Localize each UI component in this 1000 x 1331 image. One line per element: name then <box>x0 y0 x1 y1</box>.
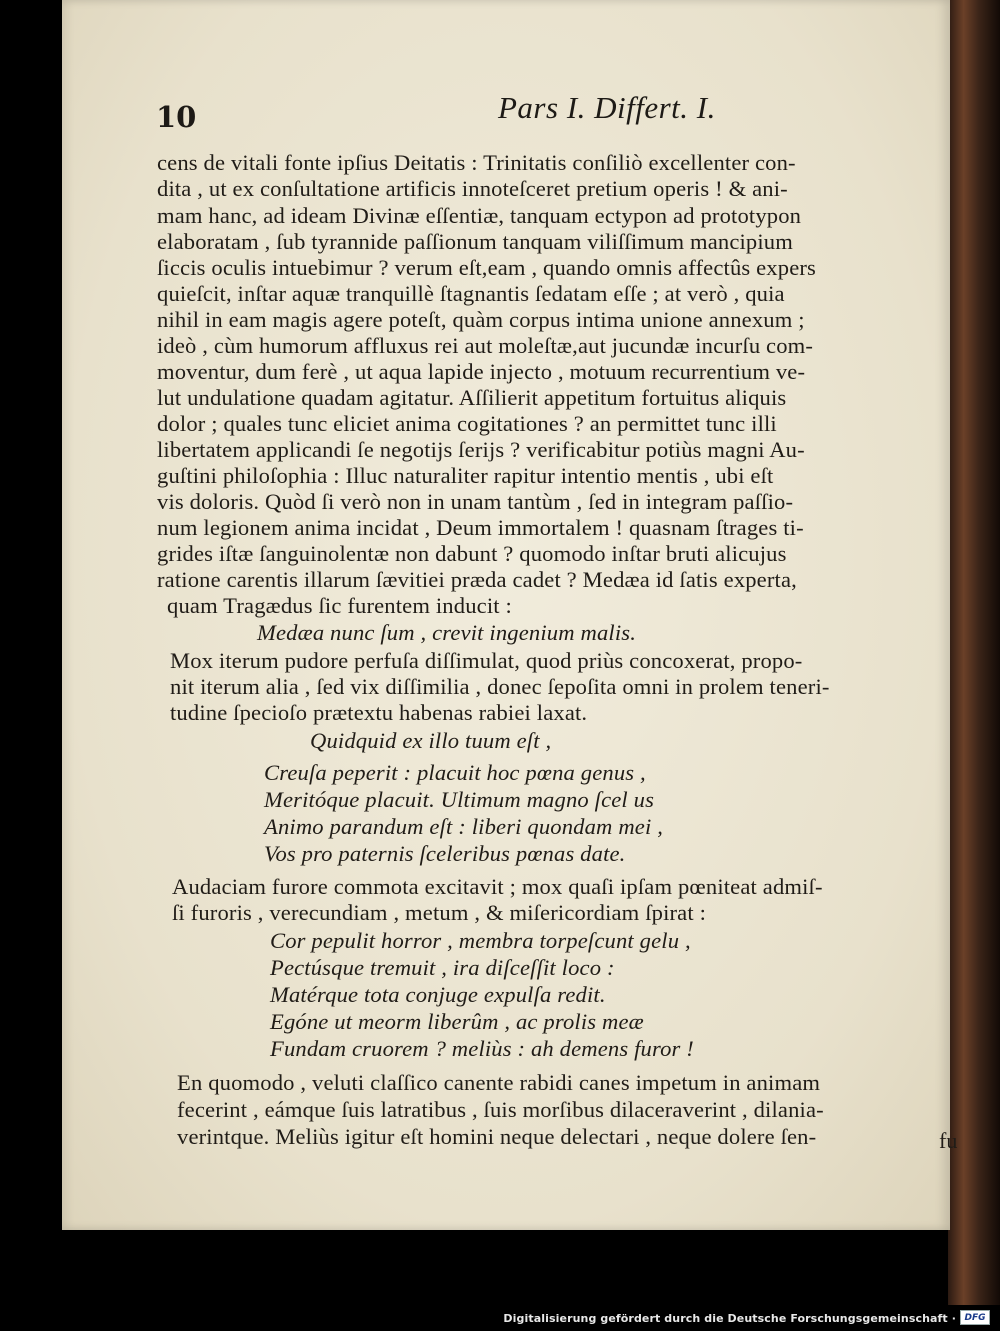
text-line: ſiccis oculis intuebimur ? verum eſt,eam , quando omnis affectûs expers <box>157 255 816 280</box>
funding-credit: Digitalisierung gefördert durch die Deutsche Forschungsgemeinschaft · <box>503 1312 956 1325</box>
text-line: ſi furoris , verecundiam , metum , & miſericordiam ſpirat : <box>172 900 707 925</box>
text-line: dolor ; quales tunc eliciet anima cogitationes ? an permittet tunc illi <box>157 411 777 436</box>
verse-line: Vos pro paternis ſceleribus pœnas date. <box>264 841 626 866</box>
text-line: nit iterum alia , ſed vix diſſimilia , donec ſepoſita omni in prolem teneri- <box>170 674 830 699</box>
text-line: ratione carentis illarum ſævitiei præda cadet ? Medæa id ſatis experta, <box>157 567 797 592</box>
book-spine-edge <box>948 0 1000 1305</box>
verse-line: Animo parandum eſt : liberi quondam mei , <box>264 814 663 839</box>
text-line: Mox iterum pudore perfuſa diſſimulat, quod priùs concoxerat, propo- <box>170 648 803 673</box>
dfg-logo: DFG <box>960 1310 990 1325</box>
text-line: Audaciam furore commota excitavit ; mox quaſi ipſam pœniteat admiſ- <box>172 874 823 899</box>
text-line: dita , ut ex conſultatione artificis innoteſceret pretium operis ! & ani- <box>157 176 788 201</box>
text-line: elaboratam , ſub tyrannide paſſionum tanquam viliſſimum mancipium <box>157 229 793 254</box>
page-number: 10 <box>156 100 197 134</box>
text-line: fecerint , eámque ſuis latratibus , ſuis morſibus dilaceraverint , dilania- <box>177 1097 824 1122</box>
verse-line: Fundam cruorem ? meliùs : ah demens furor ! <box>270 1036 694 1061</box>
text-line: vis doloris. Quòd ſi verò non in unam tantùm , ſed in integram paſſio- <box>157 489 794 514</box>
verse-line: Meritóque placuit. Ultimum magno ſcel us <box>264 787 655 812</box>
text-line: ideò , cùm humorum affluxus rei aut moleſtæ,aut jucundæ incurſu com- <box>157 333 814 358</box>
text-line: quieſcit, inſtar aquæ tranquillè ſtagnantis ſedatam eſſe ; at verò , quia <box>157 281 785 306</box>
text-line: quam Tragædus ſic furentem inducit : <box>167 593 512 618</box>
verse-line: Cor pepulit horror , membra torpeſcunt gelu , <box>270 928 691 953</box>
text-line: verintque. Meliùs igitur eſt homini neque delectari , neque dolere ſen- <box>177 1124 817 1149</box>
running-head: Pars I. Differt. I. <box>498 90 716 125</box>
verse-line: Quidquid ex illo tuum eſt , <box>310 728 552 753</box>
text-line: tudine ſpecioſo prætextu habenas rabiei laxat. <box>170 700 588 725</box>
scanned-page <box>62 0 958 1230</box>
text-line: En quomodo , veluti claſſico canente rabidi canes impetum in animam <box>177 1070 821 1095</box>
verse-line: Medæa nunc ſum , crevit ingenium malis. <box>257 620 636 645</box>
text-line: grides iſtæ ſanguinolentæ non dabunt ? quomodo inſtar bruti alicujus <box>157 541 787 566</box>
text-line: libertatem applicandi ſe negotijs ſerijs ? verificabitur potiùs magni Au- <box>157 437 805 462</box>
text-line: guſtini philoſophia : Illuc naturaliter rapitur intentio mentis , ubi eſt <box>157 463 774 488</box>
text-line: cens de vitali fonte ipſius Deitatis : Trinitatis conſiliò excellenter con- <box>157 150 796 175</box>
text-line: mam hanc, ad ideam Divinæ eſſentiæ, tanquam ectypon ad prototypon <box>157 203 802 228</box>
text-line: num legionem anima incidat , Deum immortalem ! quasnam ſtrages ti- <box>157 515 804 540</box>
catchword: fu <box>939 1128 958 1153</box>
verse-line: Matérque tota conjuge expulſa redit. <box>270 982 606 1007</box>
text-line: nihil in eam magis agere poteſt, quàm corpus intima unione annexum ; <box>157 307 805 332</box>
verse-line: Egóne ut meorm liberûm , ac prolis meæ <box>270 1009 644 1034</box>
text-line: moventur, dum ferè , ut aqua lapide injecto , motuum recurrentium ve- <box>157 359 806 384</box>
verse-line: Pectúsque tremuit , ira diſceſſit loco : <box>270 955 615 980</box>
verse-line: Creuſa peperit : placuit hoc pœna genus , <box>264 760 646 785</box>
text-line: lut undulatione quadam agitatur. Aſſilierit appetitum fortuitus aliquis <box>157 385 787 410</box>
